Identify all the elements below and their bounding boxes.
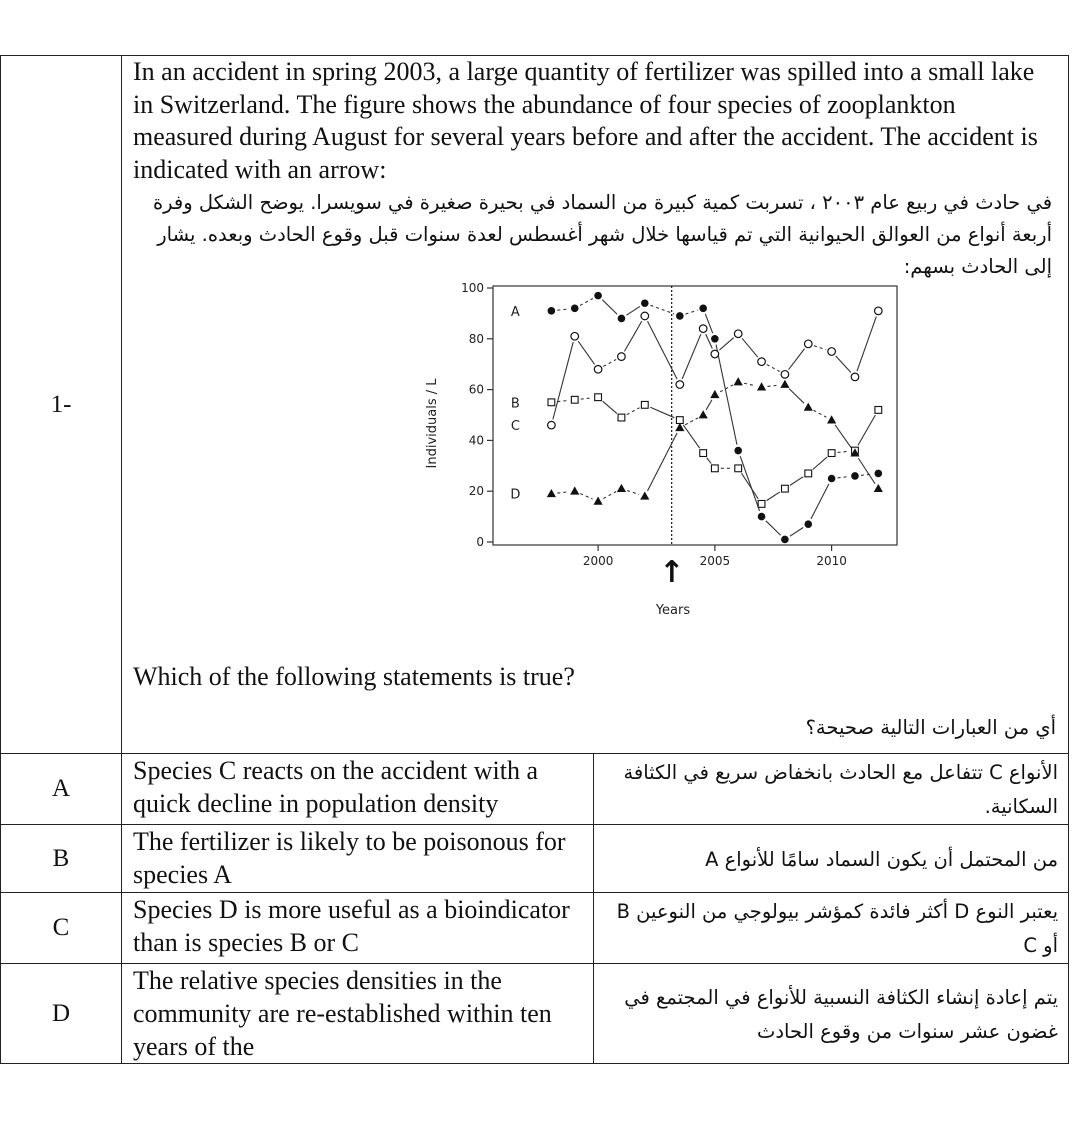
series-b-segment (741, 473, 758, 499)
series-d-segment (557, 492, 568, 493)
series-c-segment (603, 359, 616, 366)
series-a-segment (626, 307, 639, 316)
series-b-point (782, 485, 789, 492)
series-c-point (699, 325, 707, 333)
series-b-point (805, 470, 812, 477)
series-a-point (571, 305, 579, 313)
option-letter: A (1, 754, 122, 825)
series-a-point (699, 305, 707, 313)
series-d-point (640, 491, 649, 499)
series-d-point (780, 380, 789, 388)
series-d-point (570, 486, 579, 494)
series-d-point (593, 497, 602, 505)
series-d-segment (835, 425, 851, 448)
x-tick-label: 2010 (816, 554, 847, 568)
series-b-segment (838, 451, 849, 452)
series-c-point (804, 340, 812, 348)
series-d-segment (603, 492, 616, 499)
x-tick-label: 2000 (582, 554, 614, 568)
option-text-ar: من المحتمل أن يكون السماد سامًا للأنواع A (705, 847, 1059, 871)
series-a-segment (580, 298, 593, 305)
series-c-segment (706, 334, 713, 348)
series-b-point (618, 414, 625, 421)
series-b-segment (557, 400, 568, 401)
series-c-point (851, 373, 859, 381)
series-a-point (548, 307, 556, 315)
series-d-point (699, 410, 708, 418)
series-b-point (828, 450, 835, 457)
series-d-point (710, 390, 719, 398)
series-c-point (758, 358, 766, 366)
option-text-en: The fertilizer is likely to be poisonous for species A (133, 827, 566, 889)
series-a-point (851, 472, 859, 480)
series-b-segment (858, 415, 875, 445)
question-table (0, 55, 1069, 1064)
series-c-segment (814, 346, 826, 350)
series-d-point (547, 489, 556, 497)
series-a-point (618, 315, 626, 323)
option-row-c[interactable] (1, 893, 1069, 964)
series-c-point (875, 307, 883, 315)
chart-series-lines (553, 298, 876, 536)
series-a-segment (740, 456, 759, 511)
series-a-segment (716, 345, 737, 445)
series-d-segment (580, 494, 592, 499)
question-prompt-ar: أي من العبارات التالية صحيحة؟ (805, 716, 1057, 739)
series-a-point (734, 447, 742, 455)
series-a-segment (838, 477, 849, 478)
chart-labels (425, 305, 690, 618)
series-a-segment (811, 484, 829, 519)
series-a-segment (602, 300, 617, 314)
series-d-segment (744, 383, 756, 386)
series-a-point (828, 475, 836, 483)
option-text-ar: يعتبر النوع D أكثر فائدة كمؤشر بيولوجي من النوعين B أو C (616, 900, 1059, 957)
series-b-point (711, 465, 718, 472)
accident-arrow-icon: ↑ (659, 555, 685, 590)
series-c-segment (682, 334, 701, 379)
series-b-segment (581, 398, 592, 399)
series-c-segment (624, 321, 641, 351)
series-d-segment (720, 385, 733, 392)
series-b-point (548, 399, 555, 406)
series-c-point (781, 371, 789, 379)
series-b-segment (767, 492, 780, 501)
series-d-point (617, 484, 626, 492)
series-c-segment (789, 349, 805, 370)
option-text-ar: الأنواع C تتفاعل مع الحادث بانخفاض سريع في الكثافة السكانية. (623, 761, 1059, 818)
option-text-ar: يتم إعادة إنشاء الكثافة النسبية للأنواع في المجتمع في غضون عشر سنوات من وقوع الحادث (624, 985, 1059, 1043)
series-a-segment (766, 521, 781, 535)
series-c-segment (553, 342, 573, 419)
series-a-point (875, 470, 883, 478)
series-b-point (641, 401, 648, 408)
series-c-point (828, 348, 836, 356)
series-b-point (700, 450, 707, 457)
x-tick-label: 2005 (699, 554, 731, 568)
question-row (1, 56, 1069, 754)
series-d-point (757, 382, 766, 390)
series-a-segment (861, 474, 872, 475)
option-letter: C (1, 893, 122, 964)
series-c-segment (857, 317, 876, 372)
series-a-point (781, 536, 789, 544)
series-b-point (571, 396, 578, 403)
series-b-segment (707, 458, 711, 464)
series-a-point (804, 520, 812, 528)
series-d-point (804, 403, 813, 411)
series-c-label: C (510, 419, 520, 435)
series-a-segment (557, 309, 568, 310)
option-text-en: The relative species densities in the community are re-established within ten years of the (133, 966, 552, 1061)
series-c-point (711, 350, 719, 358)
series-a-point (641, 299, 649, 307)
option-text-en: Species C reacts on the accident with a quick decline in population density (133, 756, 539, 818)
y-tick-label: 0 (476, 535, 484, 549)
series-c-point (734, 330, 742, 338)
x-axis-label: Years (655, 603, 691, 618)
series-a-point (594, 292, 602, 300)
y-tick-label: 40 (468, 433, 484, 448)
series-d-label: D (510, 487, 521, 503)
question-cell (122, 56, 1069, 754)
series-b-point (758, 501, 765, 508)
series-d-segment (814, 410, 827, 417)
series-c-segment (767, 365, 780, 372)
question-prompt-en: Which of the following statements is true? (133, 662, 575, 691)
series-d-segment (858, 458, 875, 484)
figure (122, 283, 1068, 655)
y-tick-label: 60 (468, 382, 484, 397)
series-d-segment (768, 385, 779, 386)
series-b-segment (650, 407, 674, 417)
option-row-b[interactable] (1, 825, 1069, 893)
option-text-en: Species D is more useful as a bioindicator than is species B or C (133, 895, 570, 957)
y-axis-label: Individuals / L (425, 378, 440, 469)
series-b-segment (790, 477, 803, 486)
series-b-point (595, 394, 602, 401)
series-b-point (735, 465, 742, 472)
series-c-point (548, 421, 556, 429)
series-c-point (594, 365, 602, 373)
question-number: 1- (1, 56, 122, 754)
series-a-segment (686, 310, 698, 314)
series-a-label: A (510, 304, 520, 320)
series-b-point (875, 407, 882, 414)
series-b-segment (683, 425, 699, 448)
series-c-segment (648, 321, 678, 379)
series-d-point (827, 415, 836, 423)
question-stem-en: In an accident in spring 2003, a large quantity of fertilizer was spilled into a small lake in Switzerland. The figure shows the abundance of four species of zooplankton measured during August for several years before and after the accident. The accident is indicated with an arrow: (133, 57, 1038, 184)
series-c-point (676, 381, 684, 389)
option-letter: D (1, 964, 122, 1064)
series-c-segment (836, 356, 851, 373)
y-tick-label: 100 (461, 283, 484, 295)
series-a-segment (650, 305, 674, 314)
option-row-d[interactable] (1, 964, 1069, 1064)
series-b-segment (603, 401, 617, 413)
series-d-point (734, 377, 743, 385)
series-d-segment (789, 389, 804, 403)
series-c-segment (742, 338, 758, 357)
series-a-point (676, 312, 684, 320)
series-d-segment (627, 491, 639, 495)
series-c-point (571, 332, 579, 340)
y-tick-label: 20 (468, 484, 484, 499)
series-b-segment (627, 408, 640, 415)
option-row-a[interactable] (1, 754, 1069, 825)
series-d-point (874, 484, 883, 492)
series-d-point (675, 423, 684, 431)
zooplankton-chart (300, 283, 900, 655)
series-a-segment (790, 527, 803, 536)
series-c-point (641, 312, 649, 320)
series-b-label: B (510, 396, 520, 412)
series-c-point (618, 353, 626, 361)
chart-markers (547, 292, 883, 543)
series-c-segment (719, 338, 733, 350)
series-a-point (758, 513, 766, 521)
series-b-segment (813, 457, 827, 469)
option-letter: B (1, 825, 122, 893)
series-b-point (676, 417, 683, 424)
series-a-point (711, 335, 719, 343)
series-d-segment (685, 418, 698, 425)
series-d-segment (706, 400, 712, 410)
series-c-segment (578, 341, 594, 364)
question-stem-ar: في حادث في ربيع عام ٢٠٠٣ ، تسربت كمية كبيرة من السماد في بحيرة صغيرة في سويسرا. يوضح الشكل وفرة أربعة أنواع من العوالق الحيوانية التي تم قياسها خلال شهر أغسطس لعدة سنوات قبل وقوع الحادث وبعده. يشار إلى الحادث بسهم: (152, 191, 1053, 278)
series-d-segment (648, 433, 678, 491)
y-tick-label: 80 (468, 331, 484, 346)
